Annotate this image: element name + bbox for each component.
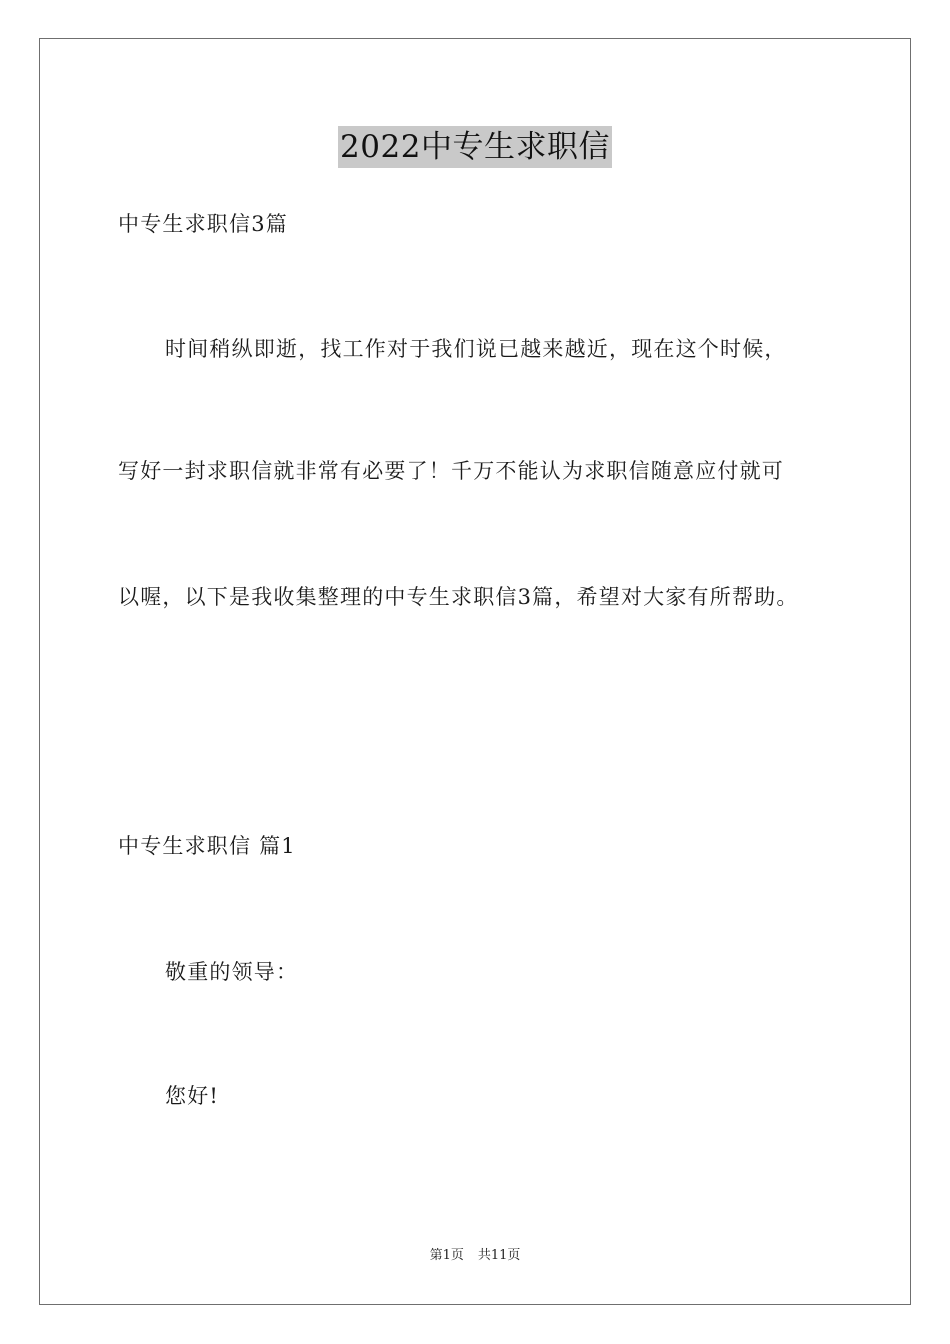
document-title: 2022中专生求职信 — [338, 126, 612, 168]
page-total: 共11页 — [477, 1248, 521, 1263]
salutation: 敬重的领导： — [165, 960, 299, 984]
page-footer — [0, 1247, 950, 1265]
document-subtitle: 中专生求职信3篇 — [118, 212, 288, 236]
page-number: 第1页 — [429, 1248, 464, 1263]
intro-line-1: 时间稍纵即逝，找工作对于我们说已越来越近，现在这个时候， — [165, 337, 787, 361]
title-container — [0, 126, 950, 168]
intro-line-3: 以喔，以下是我收集整理的中专生求职信3篇，希望对大家有所帮助。 — [118, 585, 799, 609]
section-heading: 中专生求职信 篇1 — [118, 834, 296, 858]
greeting: 您好! — [165, 1084, 220, 1108]
intro-line-2: 写好一封求职信就非常有必要了！千万不能认为求职信随意应付就可 — [118, 459, 784, 483]
